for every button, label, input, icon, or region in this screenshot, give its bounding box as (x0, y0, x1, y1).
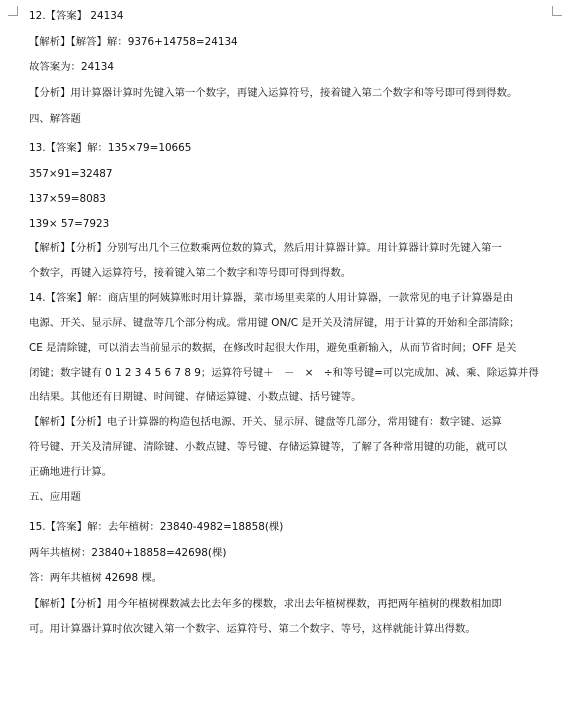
q14-analysis-3: 正确地进行计算。 (29, 466, 113, 478)
page-corner-mark-left (8, 6, 18, 16)
q15-analysis-1: 【解析】【分析】用今年植树棵数减去比去年多的棵数，求出去年植树棵数，再把两年植树的棵数相加即 (29, 598, 502, 610)
q13-line-3: 139× 57=7923 (29, 218, 110, 230)
section-5-heading: 五、应用题 (29, 491, 81, 503)
q13-line-1: 357×91=32487 (29, 168, 113, 180)
q15-line-2: 两年共植树：23840+18858=42698(棵) (29, 547, 227, 559)
q14-answer-1: 14.【答案】解：商店里的阿姨算账时用计算器，菜市场里卖菜的人用计算器，一款常见的电子计算器是由 (29, 292, 514, 304)
q12-solution: 【解析】【解答】解：9376+14758=24134 (29, 36, 238, 48)
q15-line-3: 答：两年共植树 42698 棵。 (29, 572, 163, 584)
q14-answer-3: CE 是清除键，可以消去当前显示的数据，在修改时起很大作用，避免重新输入，从而节省时间；OFF 是关 (29, 342, 517, 354)
q14-answer-5: 出结果。其他还有日期键、时间键、存储运算键、小数点键、括号键等。 (29, 391, 362, 403)
q14-analysis-2: 符号键、开关及清屏键、清除键、小数点键、等号键、存储运算键等，了解了各种常用键的功能，就可以 (29, 441, 507, 453)
page-corner-mark-right (552, 6, 562, 16)
q13-analysis-2: 个数字，再键入运算符号，接着键入第二个数字和等号即可得到得数。 (29, 267, 352, 279)
section-4-heading: 四、解答题 (29, 113, 81, 125)
q12-answer: 12.【答案】 24134 (29, 10, 124, 22)
q15-analysis-2: 可。用计算器计算时依次键入第一个数字、运算符号、第二个数字、等号，这样就能计算出得数。 (29, 623, 476, 635)
q13-analysis-1: 【解析】【分析】分别写出几个三位数乘两位数的算式，然后用计算器计算。用计算器计算时先键入第一 (29, 242, 502, 254)
q15-answer: 15.【答案】解：去年植树：23840-4982=18858(棵) (29, 521, 284, 533)
q14-analysis-1: 【解析】【分析】电子计算器的构造包括电源、开关、显示屏、键盘等几部分，常用键有：数字键、运算 (29, 416, 502, 428)
q12-conclusion: 故答案为：24134 (29, 61, 115, 73)
q12-analysis: 【分析】用计算器计算时先键入第一个数字，再键入运算符号，接着键入第二个数字和等号即可得到得数。 (29, 87, 518, 99)
q13-line-2: 137×59=8083 (29, 193, 106, 205)
q14-answer-2: 电源、开关、显示屏、键盘等几个部分构成。常用键 ON/C 是开关及清屏键，用于计算的开始和全部清除； (29, 317, 520, 329)
q14-answer-4: 闭键；数字键有 0 1 2 3 4 5 6 7 8 9；运算符号键＋ － × ÷和等号键=可以完成加、减、乘、除运算并得 (29, 367, 539, 379)
q13-answer: 13.【答案】解：135×79=10665 (29, 142, 192, 154)
